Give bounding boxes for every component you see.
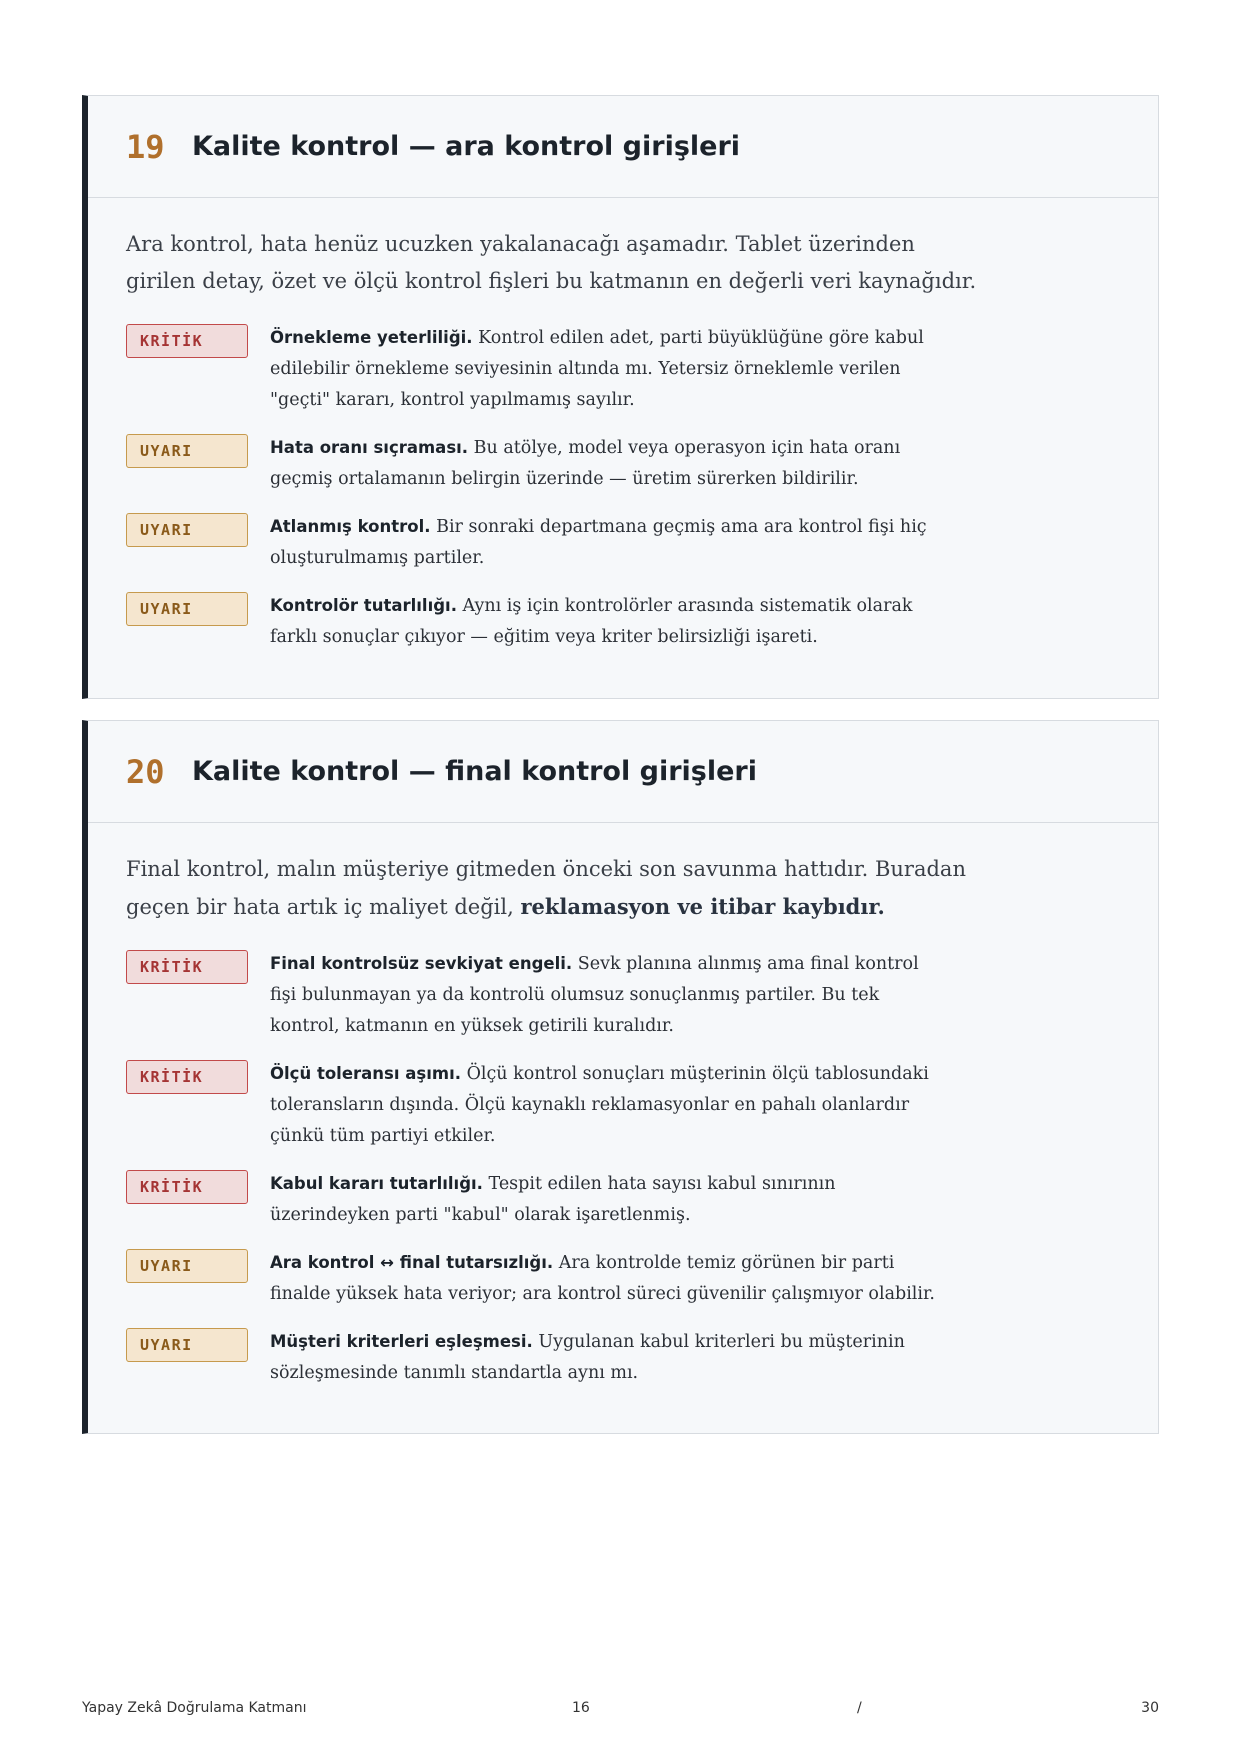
- rule-description: Bir sonraki departmana geçmiş ama ara kontrol fişi hiç oluşturulmamış partiler.: [270, 517, 927, 568]
- rule-description: Bu atölye, model veya operasyon için hata oranı geçmiş ortalamanın belirgin üzerinde — üretim sürerken bildirilir.: [270, 438, 901, 489]
- rule-item: [126, 432, 1120, 495]
- rule-item: [126, 1168, 1120, 1231]
- rule-title: Atlanmış kontrol.: [270, 517, 431, 536]
- severity-badge-critical: KRİTİK: [126, 1060, 248, 1094]
- rule-title: Kontrolör tutarlılığı.: [270, 596, 457, 615]
- rule-title: Örnekleme yeterliliği.: [270, 328, 473, 347]
- rule-item: [126, 1326, 1120, 1389]
- section-title: Kalite kontrol — final kontrol girişleri: [192, 756, 757, 787]
- rule-title: Final kontrolsüz sevkiyat engeli.: [270, 954, 573, 973]
- rule-item: [126, 1247, 1120, 1310]
- rule-description: Tespit edilen hata sayısı kabul sınırının üzerindeyken parti "kabul" olarak işaretlenmiş.: [270, 1174, 836, 1225]
- rule-description: Kontrol edilen adet, parti büyüklüğüne göre kabul edilebilir örnekleme seviyesinin altında mı. Yetersiz örneklemle verilen "geçti" kararı, kontrol yapılmamış sayılır.: [270, 328, 924, 410]
- footer-doc-title: Yapay Zekâ Doğrulama Katmanı: [82, 1700, 307, 1716]
- rule-description: Ara kontrolde temiz görünen bir parti finalde yüksek hata veriyor; ara kontrol süreci güvenilir çalışmıyor olabilir.: [270, 1253, 935, 1304]
- severity-badge-critical: KRİTİK: [126, 324, 248, 358]
- severity-badge-critical: KRİTİK: [126, 950, 248, 984]
- rule-title: Müşteri kriterleri eşleşmesi.: [270, 1332, 533, 1351]
- severity-badge-warning: UYARI: [126, 1249, 248, 1283]
- rule-description: Uygulanan kabul kriterleri bu müşterinin sözleşmesinde tanımlı standartla aynı mı.: [270, 1332, 905, 1383]
- severity-badge-critical: KRİTİK: [126, 1170, 248, 1204]
- footer-page-number: 16: [572, 1700, 590, 1716]
- rule-description: Aynı iş için kontrolörler arasında sistematik olarak farklı sonuçlar çıkıyor — eğitim veya kriter belirsizliği işareti.: [270, 596, 913, 647]
- section-intro: [126, 851, 986, 926]
- rule-item: [126, 511, 1120, 574]
- intro-emphasis: reklamasyon ve itibar kaybıdır.: [520, 894, 885, 919]
- severity-badge-warning: UYARI: [126, 434, 248, 468]
- rule-title: Ara kontrol ↔ final tutarsızlığı.: [270, 1253, 554, 1272]
- section-title: Kalite kontrol — ara kontrol girişleri: [192, 131, 741, 162]
- severity-badge-warning: UYARI: [126, 592, 248, 626]
- rule-description: Ölçü kontrol sonuçları müşterinin ölçü tablosundaki toleransların dışında. Ölçü kaynaklı reklamasyonlar en pahalı olanlardır çünkü tüm partiyi etkiler.: [270, 1064, 929, 1146]
- rule-item: [126, 948, 1120, 1042]
- rule-description: Sevk planına alınmış ama final kontrol fişi bulunmayan ya da kontrolü olumsuz sonuçlanmış partiler. Bu tek kontrol, katmanın en yüksek getirili kuralıdır.: [270, 954, 919, 1036]
- section-19: [82, 95, 1159, 699]
- rule-item: [126, 590, 1120, 653]
- section-number: 20: [126, 752, 165, 791]
- footer-separator: /: [857, 1700, 862, 1716]
- section-number: 19: [126, 127, 165, 166]
- footer-page-total: 30: [1141, 1700, 1159, 1716]
- rule-title: Ölçü toleransı aşımı.: [270, 1064, 461, 1083]
- section-20: [82, 720, 1159, 1434]
- severity-badge-warning: UYARI: [126, 513, 248, 547]
- intro-text: Final kontrol, malın müşteriye gitmeden önceki son savunma hattıdır. Buradan geçen bir hata artık iç maliyet değil,: [126, 857, 966, 919]
- rule-title: Kabul kararı tutarlılığı.: [270, 1174, 483, 1193]
- section-header: [88, 721, 1158, 823]
- section-header: [88, 96, 1158, 198]
- severity-badge-warning: UYARI: [126, 1328, 248, 1362]
- rule-title: Hata oranı sıçraması.: [270, 438, 469, 457]
- rule-item: [126, 322, 1120, 416]
- section-intro: Ara kontrol, hata henüz ucuzken yakalanacağı aşamadır. Tablet üzerinden girilen detay, özet ve ölçü kontrol fişleri bu katmanın en değerli veri kaynağıdır.: [126, 232, 977, 293]
- rule-item: [126, 1058, 1120, 1152]
